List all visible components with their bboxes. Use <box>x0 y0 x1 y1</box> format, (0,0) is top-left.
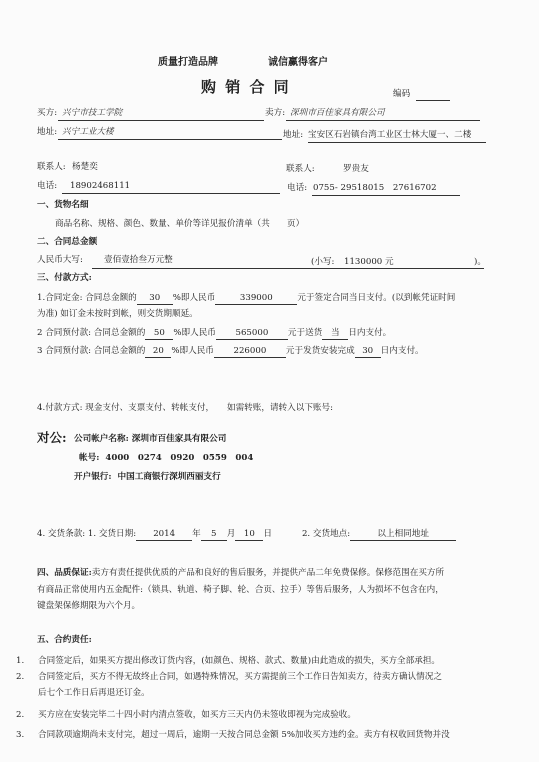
account-number-line: 帐号: 4000 0274 0920 0559 004 <box>79 453 254 463</box>
advance-amount: 565000 <box>216 328 288 340</box>
seller-value: 深圳市百佳家具有限公司 <box>290 108 385 118</box>
payment-advance-line: 2 合同预付款: 合同总金额的 50 %即人民币 565000 元于送货 当 日内支付。 <box>37 328 391 340</box>
seller-address-underline <box>308 142 486 143</box>
final-days: 30 <box>355 346 381 358</box>
liability-item-1-line-2: 合同签定后，买方不得无故终止合同，如遇特殊情况，买方需提前三个工作日告知卖方，待卖方确认情况之 <box>38 672 442 682</box>
seller-underline <box>286 120 480 121</box>
delivery-terms-line: 4. 交货条款: 1. 交货日期: 2014 年 5 月 10 日 2. 交货地点: 以上相同地址 <box>37 529 456 541</box>
final-amount: 226000 <box>214 346 286 358</box>
liability-item-1-line-3: 后七个工作日后再退还订金。 <box>38 688 150 698</box>
page-title: 购 销 合 同 <box>201 78 291 96</box>
payment-section-title: 三、付款方式: <box>37 273 92 283</box>
seller-phone-underline <box>312 195 460 196</box>
liability-item-2-line-1: 买方应在安装完毕二十四小时内清点签收，如买方三天内仍未签收即视为完成验收。 <box>38 710 356 720</box>
total-underline <box>92 268 484 269</box>
liability-item-2-number: 2. <box>16 710 25 720</box>
buyer-address-value: 兴宁工业大楼 <box>62 127 114 137</box>
total-section-title: 二、合同总金额 <box>37 237 98 247</box>
buyer-contact-value: 杨楚奕 <box>72 162 98 172</box>
seller-phone-label: 电话: <box>287 183 308 193</box>
liability-item-1-number-2: 2. <box>16 672 25 682</box>
seller-address-value: 宝安区石岩镇台湾工业区士林大厦一、二楼 <box>308 130 472 140</box>
goods-detail-line: 商品名称、规格、颜色、数量、单价等详见报价清单（共 页） <box>55 219 305 229</box>
buyer-address-underline <box>58 139 282 140</box>
liability-item-3-number: 3. <box>16 730 25 740</box>
payment-method-line: 4.付款方式: 现金支付、支票支付、转帐支付， 如需转账，请转入以下账号: <box>37 403 334 413</box>
rmb-upper-value: 壹佰壹拾叁万元整 <box>104 255 173 265</box>
corporate-label: 对公: <box>37 430 67 445</box>
rmb-lower-close: )。 <box>474 257 486 267</box>
seller-contact-value: 罗贵友 <box>343 164 369 174</box>
buyer-phone-value: 18902468111 <box>70 181 131 191</box>
delivery-day: 10 <box>235 529 263 541</box>
seller-label: 卖方: <box>265 108 286 118</box>
final-percent: 20 <box>145 346 171 358</box>
account-name-line: 公司帐户名称: 深圳市百佳家具有限公司 <box>74 434 227 444</box>
rmb-upper-label: 人民币大写: <box>37 255 83 265</box>
liability-item-1-line-1: 合同签定后，如果买方提出修改订货内容，(如颜色、规格、款式、数量)由此造成的损失，买方全部承担。 <box>38 656 441 666</box>
buyer-phone-underline <box>62 193 280 194</box>
quality-line-1: 四、品质保证:卖方有责任提供优质的产品和良好的售后服务，并提供产品二年免费保修。保修范围在买方所 <box>37 568 445 578</box>
quality-line-2: 有商品正常使用内五金配件:（锁具、轨道、椅子脚、轮、合页、拉手）等售后服务，人为损坏不包含在内， <box>37 585 444 595</box>
account-name-value: 深圳市百佳家具有限公司 <box>131 434 227 444</box>
delivery-year: 2014 <box>136 529 192 541</box>
slogan-quality: 质量打造品牌 <box>158 57 218 68</box>
buyer-contact-label: 联系人: <box>37 162 66 172</box>
buyer-label: 买方: <box>37 108 58 118</box>
delivery-place: 以上相同地址 <box>350 529 456 541</box>
goods-section-title: 一、货物名细 <box>37 200 89 210</box>
liability-item-1-number: 1. <box>16 656 25 666</box>
quality-line-3: 键盘架保修期限为六个月。 <box>37 601 141 611</box>
quality-section-title: 四、品质保证: <box>37 568 92 578</box>
buyer-address-label: 地址: <box>37 127 58 137</box>
bank-line: 开户银行: 中国工商银行深圳西丽支行 <box>74 472 221 482</box>
advance-percent: 50 <box>145 328 173 340</box>
seller-phone-value: 0755- 29518015 27616702 <box>313 183 437 193</box>
payment-final-line: 3 合同预付款: 合同总金额的 20 %即人民币 226000 元于发货安装完成 30 日内支付。 <box>37 346 424 358</box>
buyer-phone-label: 电话: <box>37 181 58 191</box>
rmb-lower-label: (小写: <box>311 257 335 267</box>
slogan-integrity: 诚信赢得客户 <box>268 57 328 68</box>
payment-deposit-line: 1.合同定金: 合同总金额的 30 %即人民币 339000 元于签定合同当日支付。(以到帐凭证时间 <box>37 293 455 305</box>
liability-section-title: 五、合约责任: <box>37 635 92 645</box>
payment-deposit-note: 为准) 如订金未按时到帐，则交货期顺延。 <box>37 309 198 319</box>
code-underline <box>416 100 450 101</box>
seller-contact-label: 联系人: <box>286 164 315 174</box>
code-label: 编码 <box>393 89 411 99</box>
account-number-value: 4000 0274 0920 0559 004 <box>105 453 254 463</box>
deposit-amount: 339000 <box>215 293 297 305</box>
deposit-percent: 30 <box>137 293 173 305</box>
advance-when: 当 <box>322 328 348 340</box>
rmb-lower-value: 1130000 元 <box>344 257 394 267</box>
buyer-underline <box>58 120 264 121</box>
bank-value: 中国工商银行深圳西丽支行 <box>117 472 221 482</box>
liability-item-3-line-1: 合同款项逾期尚未支付完，超过一周后，逾期一天按合同总金额 5%加收买方违约金。卖方有权收回货物并没 <box>38 730 450 740</box>
buyer-value: 兴宁市技工学院 <box>62 108 123 118</box>
seller-address-label: 地址: <box>283 130 304 140</box>
delivery-month: 5 <box>201 529 227 541</box>
